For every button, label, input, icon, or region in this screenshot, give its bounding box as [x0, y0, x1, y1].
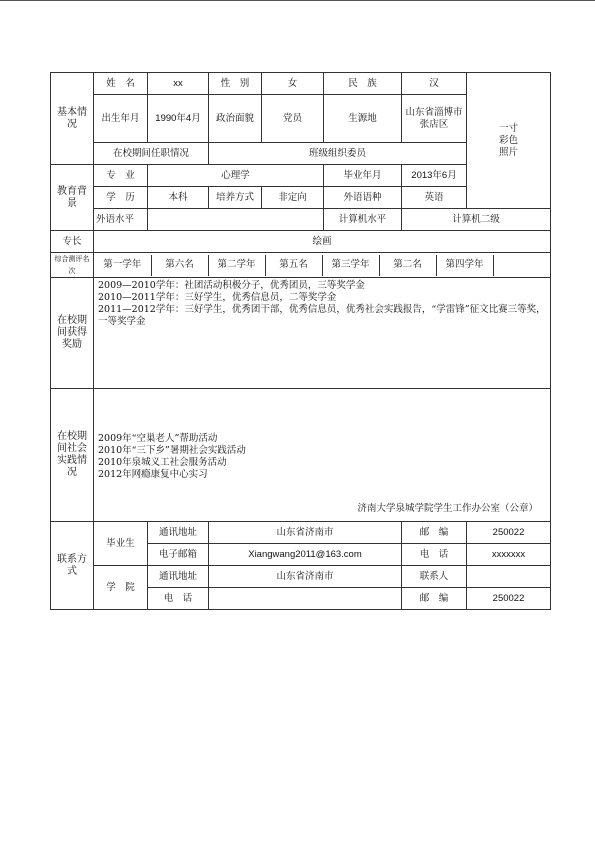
graduate-address-value[interactable]: 山东省济南市: [209, 522, 402, 544]
school-phone-value[interactable]: [209, 588, 402, 610]
graduate-address-label: 通讯地址: [148, 522, 209, 544]
ethnicity-value[interactable]: 汉: [402, 73, 467, 95]
ethnicity-label: 民 族: [324, 73, 402, 95]
ranking-label: 综合测评名次: [51, 253, 94, 278]
name-value[interactable]: xx: [148, 73, 209, 95]
award-line-2: 2010—2011学年：三好学生，优秀信息员，二等奖学金: [98, 292, 337, 303]
awards-label: 在校期间获得奖励: [51, 278, 94, 389]
graduate-email-label: 电子邮箱: [148, 544, 209, 566]
practice-content[interactable]: [94, 389, 551, 522]
ranking-rank-4[interactable]: [493, 255, 550, 276]
specialty-value[interactable]: 绘画: [94, 231, 551, 253]
position-label: 在校期间任职情况: [94, 143, 209, 165]
degree-label: 学 历: [94, 187, 148, 209]
contact-person-value[interactable]: [467, 566, 551, 588]
origin-value[interactable]: 山东省淄博市张店区: [402, 95, 467, 143]
practice-line-3: 2010年泉城义工社会服务活动: [98, 457, 227, 468]
photo-text-line-1: 一寸: [499, 122, 519, 134]
grad-date-label: 毕业年月: [324, 165, 402, 187]
ranking-year-3: 第三学年: [322, 255, 379, 276]
specialty-label: 专长: [51, 231, 94, 253]
graduate-label: 毕业生: [94, 522, 148, 566]
basic-section-label: 基本情况: [51, 73, 94, 165]
office-signature: 济南大学泉城学院学生工作办公室（公章）: [357, 503, 539, 514]
ranking-rank-3[interactable]: 第二名: [379, 255, 436, 276]
contact-person-label: 联系人: [402, 566, 467, 588]
practice-line-4: 2012年网瘾康复中心实习: [98, 469, 208, 480]
school-postcode-value[interactable]: 250022: [467, 588, 551, 610]
language-level-label: 外语水平: [94, 209, 148, 231]
grad-date-value[interactable]: 2013年6月: [402, 165, 467, 187]
graduate-phone-value[interactable]: xxxxxxx: [467, 544, 551, 566]
training-label: 培养方式: [209, 187, 262, 209]
education-section-label: 教育背景: [51, 165, 94, 231]
birth-value[interactable]: 1990年4月: [148, 95, 209, 143]
ranking-year-1: 第一学年: [94, 255, 151, 276]
top-rule: [0, 0, 595, 1]
ranking-rank-2[interactable]: 第五名: [265, 255, 322, 276]
computer-level-label: 计算机水平: [324, 209, 402, 231]
contact-section-label: 联系方式: [51, 522, 94, 610]
gender-label: 性 别: [209, 73, 262, 95]
school-postcode-label: 邮 编: [402, 588, 467, 610]
language-level-value[interactable]: [148, 209, 324, 231]
birth-label: 出生年月: [94, 95, 148, 143]
language-value[interactable]: 英语: [402, 187, 467, 209]
photo-placeholder: [467, 73, 551, 209]
ranking-rank-1[interactable]: 第六名: [151, 255, 208, 276]
degree-value[interactable]: 本科: [148, 187, 209, 209]
practice-label: 在校期间社会实践情况: [51, 389, 94, 522]
school-address-value[interactable]: 山东省济南市: [209, 566, 402, 588]
school-label: 学 院: [94, 566, 148, 610]
award-line-1: 2009—2010学年：社团活动积极分子，优秀团员，三等奖学金: [98, 280, 365, 291]
origin-label: 生源地: [324, 95, 402, 143]
ranking-year-4: 第四学年: [436, 255, 493, 276]
computer-level-value[interactable]: 计算机二级: [402, 209, 551, 231]
name-label: 姓 名: [94, 73, 148, 95]
photo-text-line-2: 彩色: [499, 134, 519, 146]
school-phone-label: 电 话: [148, 588, 209, 610]
award-line-3: 2011—2012学年：三好学生，优秀团干部，优秀信息员，优秀社会实践报告，“学雷锋”征文比赛三等奖，一等奖学金: [98, 304, 546, 327]
politics-value[interactable]: 党员: [262, 95, 324, 143]
graduate-phone-label: 电 话: [402, 544, 467, 566]
awards-content[interactable]: [94, 278, 551, 389]
politics-label: 政治面貌: [209, 95, 262, 143]
practice-line-2: 2010年“三下乡”暑期社会实践活动: [98, 445, 246, 456]
major-value[interactable]: 心理学: [148, 165, 324, 187]
language-label: 外语语种: [324, 187, 402, 209]
graduate-postcode-label: 邮 编: [402, 522, 467, 544]
registration-form-table: [50, 72, 551, 610]
photo-text-line-3: 照片: [499, 146, 519, 158]
graduate-postcode-value[interactable]: 250022: [467, 522, 551, 544]
training-value[interactable]: 非定向: [262, 187, 324, 209]
ranking-year-2: 第二学年: [208, 255, 265, 276]
ranking-grid: [94, 255, 550, 276]
gender-value[interactable]: 女: [262, 73, 324, 95]
school-address-label: 通讯地址: [148, 566, 209, 588]
major-label: 专 业: [94, 165, 148, 187]
graduate-email-value[interactable]: Xiangwang2011@163.com: [209, 544, 402, 566]
practice-line-1: 2009年“空巢老人”帮助活动: [98, 433, 218, 444]
position-value[interactable]: 班级组织委员: [209, 143, 467, 165]
